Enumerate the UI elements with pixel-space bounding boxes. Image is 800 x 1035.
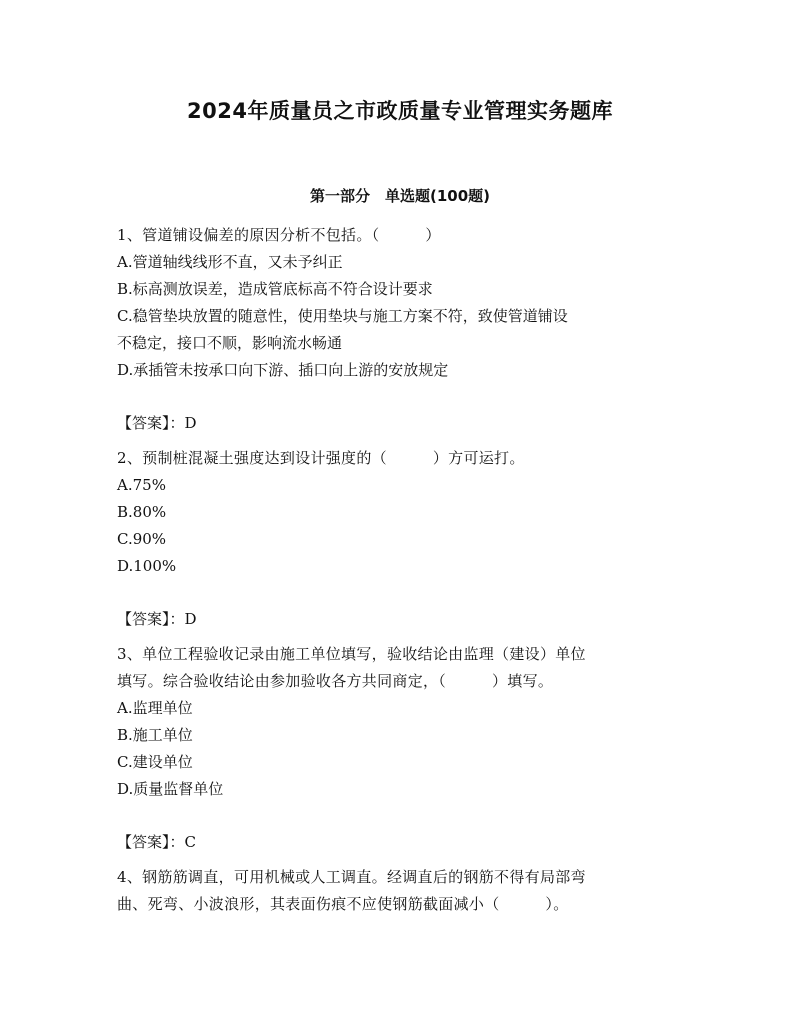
question-stem-line-1: 3、单位工程验收记录由施工单位填写，验收结论由监理（建设）单位 [117,645,586,663]
option-a: A.监理单位 [117,699,193,717]
option-c: C.稳管垫块放置的随意性，使用垫块与施工方案不符，致使管道铺设 [117,307,568,325]
section-title: 第一部分 单选题(100题) [309,187,491,205]
option-c: C.90% [117,530,167,548]
question-list [117,222,687,932]
question-item [117,222,687,437]
question-stem-line-2: 填写。综合验收结论由参加验收各方共同商定，（ ）填写。 [117,672,554,690]
option-b: B.标高测放误差，造成管底标高不符合设计要求 [117,280,433,298]
question-item [117,864,687,918]
question-stem: 1、管道铺设偏差的原因分析不包括。（ ） [117,226,441,244]
option-d: D.质量监督单位 [117,780,224,798]
option-c-continued: 不稳定，接口不顺，影响流水畅通 [117,334,343,352]
question-item [117,641,687,856]
option-a: A.管道轴线线形不直，又未予纠正 [117,253,343,271]
answer-line: 【答案】：D [117,610,197,628]
question-stem-line-1: 4、钢筋筋调直，可用机械或人工调直。经调直后的钢筋不得有局部弯 [117,868,586,886]
answer-line: 【答案】：C [117,833,196,851]
option-c: C.建设单位 [117,753,193,771]
question-stem: 2、预制桩混凝土强度达到设计强度的（ ）方可运打。 [117,449,525,467]
option-b: B.施工单位 [117,726,193,744]
answer-line: 【答案】：D [117,414,197,432]
question-stem-line-2: 曲、死弯、小波浪形，其表面伤痕不应使钢筋截面减小（ ）。 [117,895,569,913]
option-d: D.100% [117,557,177,575]
document-title: 2024年质量员之市政质量专业管理实务题库 [187,99,613,123]
question-item [117,445,687,633]
option-a: A.75% [117,476,166,494]
option-d: D.承插管未按承口向下游、插口向上游的安放规定 [117,361,449,379]
option-b: B.80% [117,503,167,521]
